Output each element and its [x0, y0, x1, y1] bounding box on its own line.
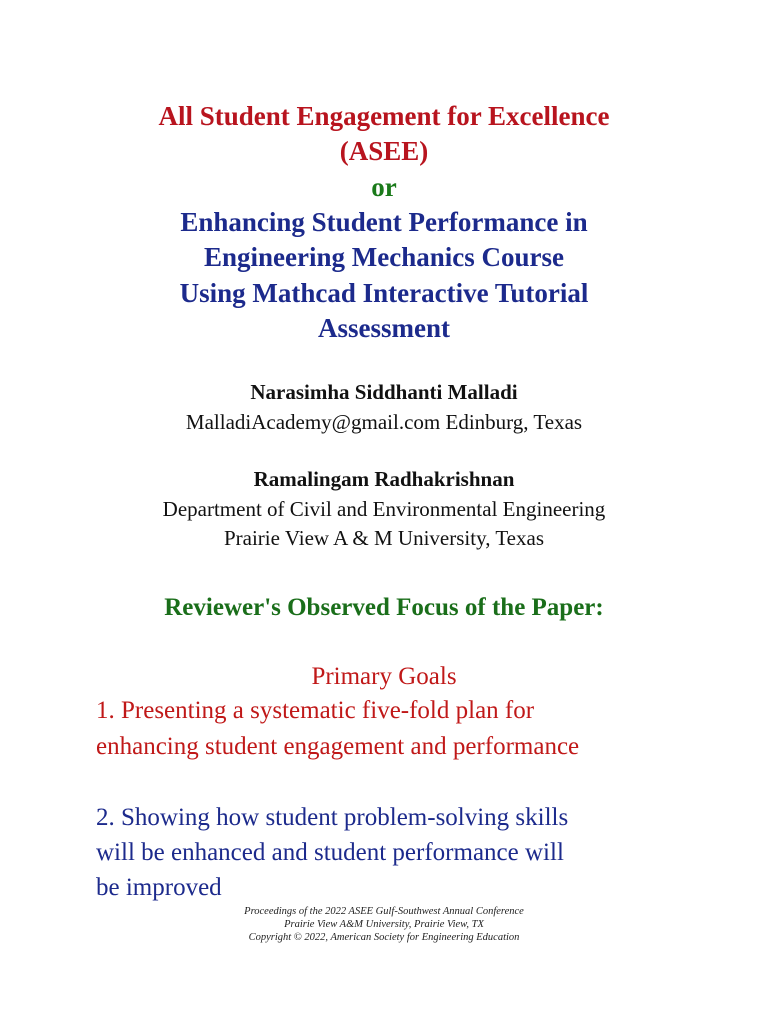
title-line-1: All Student Engagement for Excellence — [158, 101, 610, 131]
goal-2-line-2: will be enhanced and student performance will — [96, 839, 564, 866]
author-1-contact: MalladiAcademy@gmail.com Edinburg, Texas — [185, 410, 583, 434]
footer-location: Prairie View A&M University, Prairie View, TX — [284, 919, 484, 930]
author-2-university: Prairie View A & M University, Texas — [223, 526, 544, 550]
author-2-department: Department of Civil and Environmental Engineering — [162, 497, 606, 521]
subtitle-line-2: Engineering Mechanics Course — [204, 242, 564, 272]
focus-heading: Reviewer's Observed Focus of the Paper: — [164, 594, 604, 621]
author-2-name: Ramalingam Radhakrishnan — [253, 467, 515, 491]
subtitle-line-4: Assessment — [318, 313, 450, 343]
goal-1-line-2: enhancing student engagement and performance — [96, 733, 580, 760]
goal-2-line-3: be improved — [96, 874, 222, 901]
footer-proceedings: Proceedings of the 2022 ASEE Gulf-Southwest Annual Conference — [244, 906, 524, 917]
goal-1-line-1: 1. Presenting a systematic five-fold plan for — [96, 697, 535, 724]
subtitle-line-1: Enhancing Student Performance in — [180, 207, 588, 237]
subtitle-line-3: Using Mathcad Interactive Tutorial — [179, 278, 589, 308]
author-1-name: Narasimha Siddhanti Malladi — [250, 380, 518, 404]
footer-copyright: Copyright © 2022, American Society for Engineering Education — [248, 932, 520, 943]
goal-2-line-1: 2. Showing how student problem-solving skills — [96, 804, 569, 831]
title-line-2: (ASEE) — [339, 136, 429, 166]
primary-goals-heading: Primary Goals — [311, 663, 457, 690]
title-or: or — [371, 172, 397, 202]
